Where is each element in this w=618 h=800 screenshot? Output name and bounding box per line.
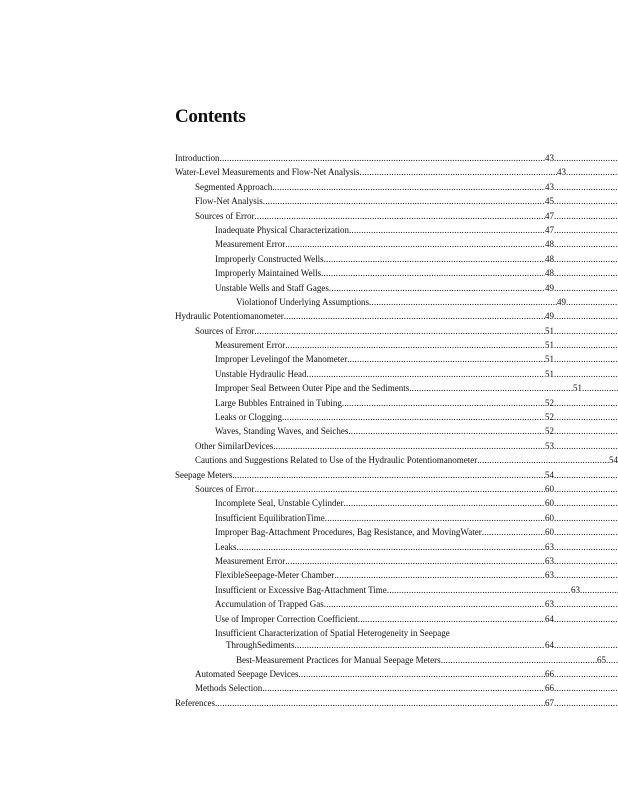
toc-trailing-leader — [554, 151, 618, 165]
toc-page-number: 64 — [545, 640, 554, 651]
toc-leader — [254, 324, 545, 338]
toc-entry-title: Inadequate Physical Characterization — [215, 224, 349, 235]
toc-entry-title: Violationof Underlying Assumptions — [236, 296, 369, 307]
toc-entry-title: Sources of Error — [195, 483, 255, 494]
toc-entry-title: Best-Measurement Practices for Manual Seepage Meters — [236, 654, 441, 665]
toc-page-number: 45 — [545, 196, 554, 207]
toc-leader — [262, 681, 545, 695]
toc-page-number: 60 — [545, 483, 554, 494]
toc-page-number: 43 — [545, 153, 554, 163]
toc-entry-other-similar-devices[interactable] — [175, 439, 618, 453]
toc-page-number: 48 — [545, 239, 554, 250]
toc-entry-title: Water-Level Measurements and Flow-Net Analysis — [175, 167, 360, 178]
toc-leader — [254, 209, 545, 223]
toc-entry-leaks-or-clogging[interactable] — [175, 410, 618, 424]
toc-leader — [285, 237, 545, 251]
toc-leader — [482, 525, 545, 539]
toc-page-number: 52 — [545, 412, 554, 423]
toc-entry-title: Waves, Standing Waves, and Seiches — [215, 426, 349, 437]
toc-trailing-leader — [606, 653, 618, 667]
toc-leader — [387, 583, 571, 597]
toc-entry-title: Segmented Approach — [195, 181, 273, 192]
toc-page-number: 49 — [557, 296, 566, 307]
toc-page-number: 63 — [571, 584, 580, 595]
toc-entry-improper-correction-coefficient[interactable] — [175, 612, 618, 626]
toc-leader — [329, 281, 545, 295]
toc-page-number: 52 — [545, 426, 554, 437]
toc-leader — [298, 667, 545, 681]
toc-trailing-leader — [554, 352, 618, 366]
toc-leader — [284, 309, 545, 323]
toc-entry-title: Improperly Maintained Wells — [215, 268, 322, 279]
toc-entry-flow-net-analysis[interactable] — [175, 194, 618, 208]
toc-entry-title: Improper Seal Between Outer Pipe and the Sediments — [215, 383, 410, 394]
toc-page-number: 51 — [545, 340, 554, 351]
toc-entry-title: Methods Selection — [195, 683, 263, 694]
toc-entry-bag-attachment-time[interactable] — [175, 583, 618, 597]
toc-trailing-leader — [554, 237, 618, 251]
toc-page-number: 63 — [545, 599, 554, 610]
toc-entry-title: Seepage Meters — [175, 469, 233, 480]
toc-leader — [220, 151, 546, 165]
toc-entry-title: Flow-Net Analysis — [195, 196, 263, 207]
toc-trailing-leader — [554, 468, 618, 482]
toc-leader — [348, 424, 545, 438]
toc-leader — [285, 338, 545, 352]
toc-entry-through-sediments[interactable] — [175, 638, 618, 652]
toc-page-number: 66 — [545, 683, 554, 694]
toc-leader — [441, 653, 597, 667]
toc-trailing-leader — [554, 367, 618, 381]
toc-entry-cautions-and-suggestions[interactable] — [175, 453, 618, 467]
contents-heading: Contents — [175, 106, 246, 127]
toc-page-number: 60 — [545, 498, 554, 509]
toc-entry-large-bubbles[interactable] — [175, 396, 618, 410]
toc-trailing-leader — [554, 410, 618, 424]
toc-entry-improperly-constructed-wells[interactable] — [175, 252, 618, 266]
toc-entry-seepage-meters[interactable] — [175, 468, 618, 482]
toc-entry-title: Introduction — [175, 153, 220, 163]
toc-page-number: 64 — [545, 613, 554, 624]
toc-entry-methods-selection[interactable] — [175, 681, 618, 695]
toc-trailing-leader — [554, 667, 618, 681]
toc-entry-insufficient-equilibration-time[interactable] — [175, 511, 618, 525]
toc-leader — [237, 540, 546, 554]
toc-entry-title-continued: ThroughSediments — [226, 640, 295, 651]
toc-leader — [342, 396, 545, 410]
toc-leader — [295, 638, 546, 652]
toc-page-number: 66 — [545, 669, 554, 680]
toc-page-number: 51 — [545, 368, 554, 379]
toc-leader — [321, 266, 545, 280]
toc-entry-title: Measurement Error — [215, 340, 286, 351]
toc-page-number: 47 — [545, 224, 554, 235]
toc-entry-title: Accumulation of Trapped Gas — [215, 599, 324, 610]
toc-trailing-leader — [554, 338, 618, 352]
toc-page-number: 63 — [545, 570, 554, 581]
toc-trailing-leader — [554, 540, 618, 554]
toc-trailing-leader — [554, 597, 618, 611]
toc-page-number: 63 — [545, 555, 554, 566]
toc-entry-measurement-error[interactable] — [175, 554, 618, 568]
toc-trailing-leader — [554, 511, 618, 525]
toc-entry-incomplete-seal[interactable] — [175, 496, 618, 510]
toc-trailing-leader — [582, 381, 618, 395]
toc-leader — [347, 352, 545, 366]
toc-entry-title: Cautions and Suggestions Related to Use of the Hydraulic Potentiomanometer — [195, 455, 478, 466]
toc-entry-unstable-hydraulic-head[interactable] — [175, 367, 618, 381]
toc-leader — [324, 597, 545, 611]
toc-leader — [325, 511, 545, 525]
toc-trailing-leader — [554, 612, 618, 626]
toc-page-number: 51 — [545, 325, 554, 336]
toc-entry-title: Insufficient EquilibrationTime — [215, 512, 325, 523]
toc-entry-trapped-gas[interactable] — [175, 597, 618, 611]
toc-trailing-leader — [554, 180, 618, 194]
toc-entry-title: Improperly Constructed Wells — [215, 253, 324, 264]
toc-entry-title: Unstable Hydraulic Head — [215, 368, 307, 379]
toc-entry-title: Unstable Wells and Staff Gages — [215, 282, 329, 293]
toc-entry-title: Insufficient or Excessive Bag-Attachment Time — [215, 584, 387, 595]
toc-trailing-leader — [554, 194, 618, 208]
toc-entry-title: References — [175, 697, 215, 708]
toc-entry-automated-seepage-devices[interactable] — [175, 667, 618, 681]
toc-entry-title: Sources of Error — [195, 210, 255, 221]
toc-trailing-leader — [554, 281, 618, 295]
toc-leader — [409, 381, 573, 395]
toc-entry-best-measurement-practices[interactable] — [175, 653, 618, 667]
toc-entry-title: Hydraulic Potentiomanometer — [175, 311, 284, 322]
toc-entry-title: Sources of Error — [195, 325, 255, 336]
toc-page-number: 52 — [545, 397, 554, 408]
toc-page-number: 48 — [545, 268, 554, 279]
toc-entry-improperly-maintained-wells[interactable] — [175, 266, 618, 280]
toc-leader — [360, 165, 557, 179]
toc-entry-waves-and-seiches[interactable] — [175, 424, 618, 438]
toc-entry-title: Use of Improper Correction Coefficient — [215, 613, 358, 624]
toc-leader — [215, 696, 545, 710]
toc-entry-title: Measurement Error — [215, 239, 286, 250]
toc-page-number: 63 — [545, 541, 554, 552]
toc-entry-title: Leaks or Clogging — [215, 412, 282, 423]
toc-entry-flexible-seepage-meter-chamber[interactable] — [175, 568, 618, 582]
toc-leader — [282, 410, 545, 424]
toc-entry-references[interactable] — [175, 696, 618, 710]
toc-trailing-leader — [554, 223, 618, 237]
toc-trailing-leader — [566, 165, 618, 179]
toc-entry-segmented-approach[interactable] — [175, 180, 618, 194]
toc-entry-title: Insufficient Characterization of Spatial Heterogeneity in Seepage — [215, 627, 450, 638]
toc-entry-title: Leaks — [215, 541, 237, 552]
toc-page-number: 65 — [597, 654, 606, 665]
toc-trailing-leader — [554, 424, 618, 438]
toc-leader — [349, 223, 545, 237]
toc-leader — [272, 180, 545, 194]
toc-trailing-leader — [554, 309, 618, 323]
toc-trailing-leader — [554, 266, 618, 280]
toc-trailing-leader — [566, 295, 618, 309]
toc-leader — [369, 295, 557, 309]
toc-entry-title: Improper Bag-Attachment Procedures, Bag Resistance, and MovingWater — [215, 527, 482, 538]
toc-page-number: 49 — [545, 311, 554, 322]
toc-trailing-leader — [554, 396, 618, 410]
toc-entry-violation-of-assumptions[interactable] — [175, 295, 618, 309]
toc-entry-sources-of-error[interactable] — [175, 482, 618, 496]
toc-entry-improper-leveling[interactable] — [175, 352, 618, 366]
toc-leader — [285, 554, 545, 568]
toc-trailing-leader — [554, 681, 618, 695]
toc-trailing-leader — [554, 638, 618, 652]
toc-page-number: 49 — [545, 282, 554, 293]
toc-trailing-leader — [554, 209, 618, 223]
toc-page-number: 53 — [545, 440, 554, 451]
toc-entry-title: Incomplete Seal, Unstable Cylinder — [215, 498, 344, 509]
toc-trailing-leader — [554, 439, 618, 453]
toc-page-number: 54 — [545, 469, 554, 480]
toc-trailing-leader — [554, 496, 618, 510]
toc-entry-sources-of-error[interactable] — [175, 209, 618, 223]
toc-trailing-leader — [554, 554, 618, 568]
toc-trailing-leader — [554, 252, 618, 266]
toc-leader — [306, 367, 545, 381]
toc-leader — [477, 453, 609, 467]
toc-page-number: 51 — [545, 354, 554, 365]
toc-entry-title: Other SimilarDevices — [195, 440, 274, 451]
toc-entry-leaks[interactable] — [175, 540, 618, 554]
toc-page-number: 47 — [545, 210, 554, 221]
toc-trailing-leader — [554, 482, 618, 496]
table-of-contents — [175, 151, 618, 710]
toc-leader — [343, 496, 545, 510]
toc-leader — [254, 482, 545, 496]
toc-entry-title: Automated Seepage Devices — [195, 669, 299, 680]
toc-trailing-leader — [554, 696, 618, 710]
toc-entry-title: Improper Levelingof the Manometer — [215, 354, 348, 365]
toc-entry-measurement-error[interactable] — [175, 338, 618, 352]
toc-entry-introduction[interactable] — [175, 151, 618, 165]
toc-page-number: 60 — [545, 512, 554, 523]
toc-entry-measurement-error[interactable] — [175, 237, 618, 251]
toc-page-number: 43 — [557, 167, 566, 178]
toc-page-number: 43 — [545, 181, 554, 192]
toc-page-number: 51 — [573, 383, 582, 394]
toc-leader — [334, 568, 545, 582]
toc-entry-improper-bag-attachment[interactable] — [175, 525, 618, 539]
toc-entry-sources-of-error[interactable] — [175, 324, 618, 338]
toc-trailing-leader — [554, 324, 618, 338]
toc-entry-spatial-heterogeneity[interactable] — [175, 626, 618, 638]
toc-page-number: 67 — [545, 697, 554, 708]
toc-trailing-leader — [554, 525, 618, 539]
toc-leader — [232, 468, 545, 482]
toc-leader — [273, 439, 545, 453]
toc-trailing-leader — [580, 583, 618, 597]
toc-entry-title: FlexibleSeepage-Meter Chamber — [215, 570, 335, 581]
toc-page-number: 60 — [545, 527, 554, 538]
toc-entry-water-level-measurements[interactable] — [175, 165, 618, 179]
toc-leader — [324, 252, 545, 266]
toc-entry-hydraulic-potentiomanometer[interactable] — [175, 309, 618, 323]
toc-entry-improper-seal[interactable] — [175, 381, 618, 395]
toc-entry-inadequate-physical-characterization[interactable] — [175, 223, 618, 237]
toc-entry-title: Measurement Error — [215, 555, 286, 566]
toc-trailing-leader — [554, 568, 618, 582]
toc-page-number: 48 — [545, 253, 554, 264]
toc-entry-title: Large Bubbles Entrained in Tubing — [215, 397, 342, 408]
toc-leader — [263, 194, 545, 208]
toc-page-number: 54 — [609, 455, 618, 466]
toc-entry-unstable-wells[interactable] — [175, 281, 618, 295]
toc-leader — [358, 612, 545, 626]
